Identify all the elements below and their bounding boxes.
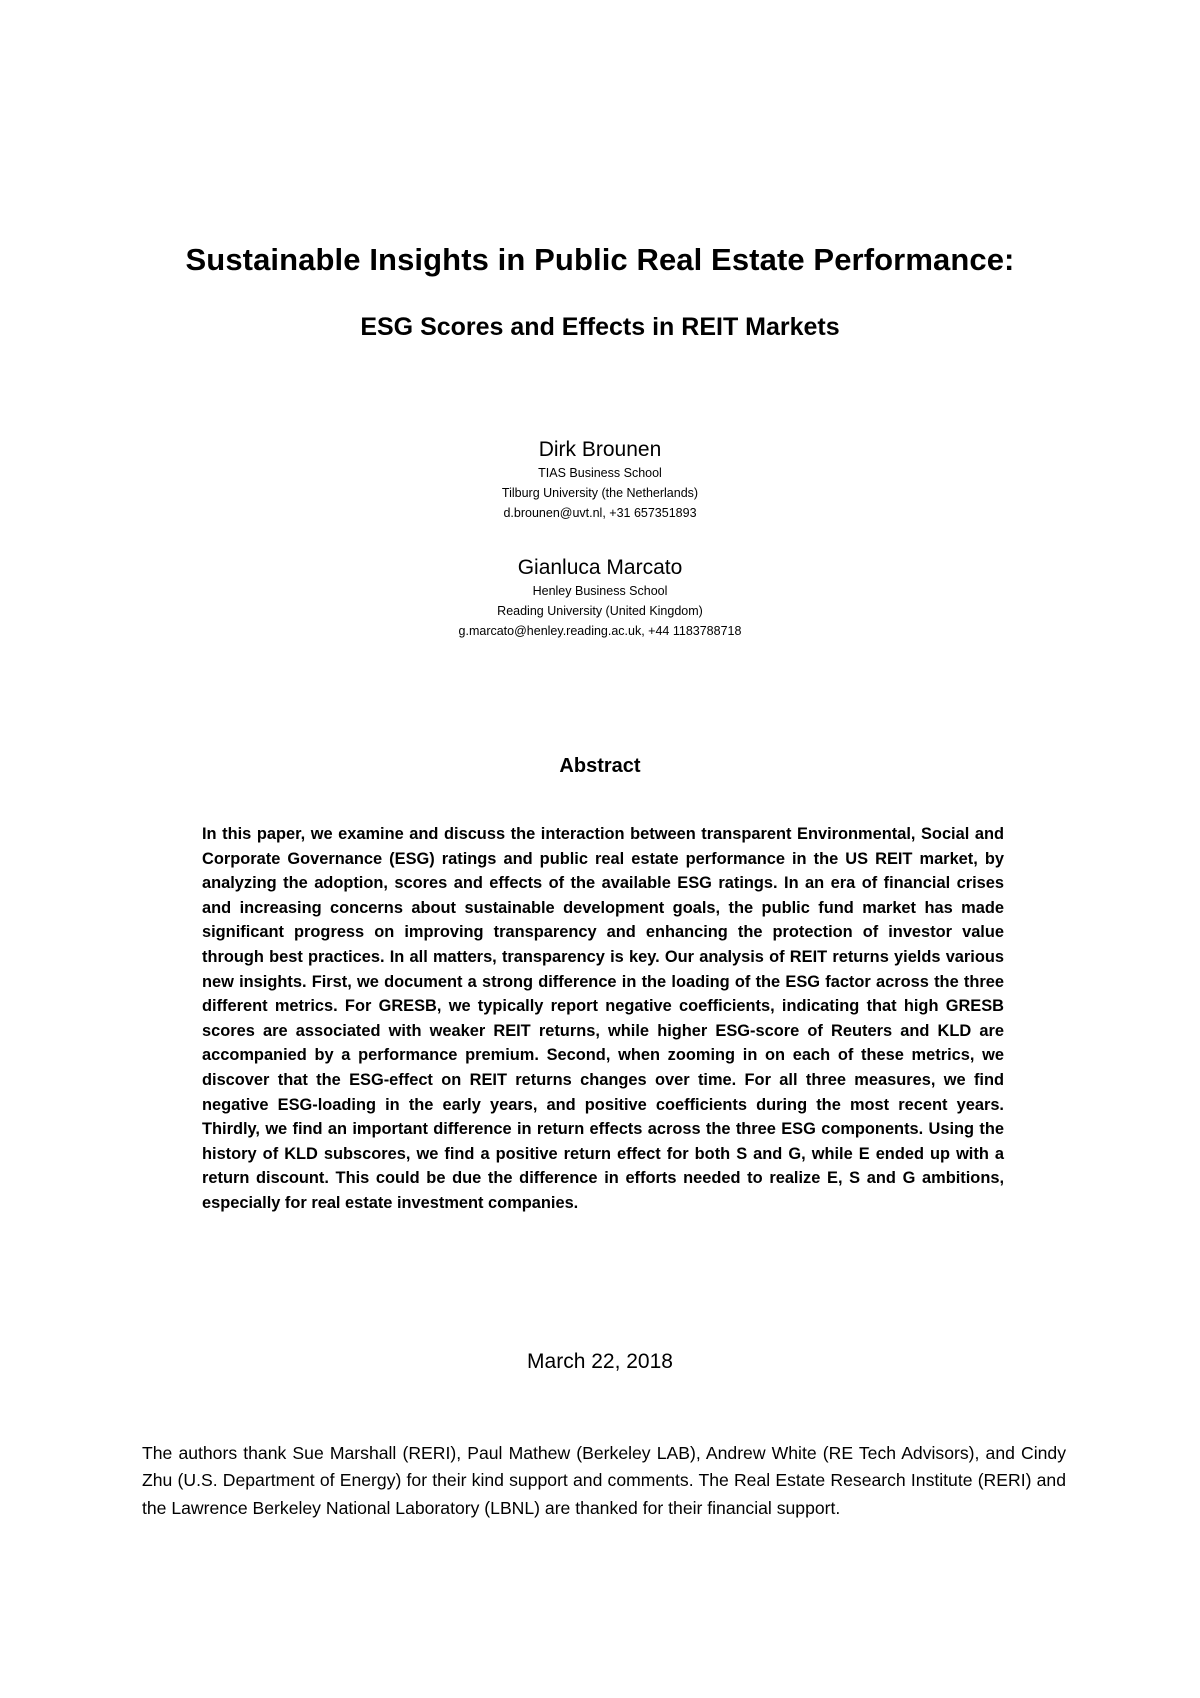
author-affiliation: TIAS Business School: [538, 466, 662, 480]
author-university: Reading University (United Kingdom): [497, 604, 703, 618]
acknowledgement-text: The authors thank Sue Marshall (RERI), Paul Mathew (Berkeley LAB), Andrew White (RE Tech Advisors), and Cindy Zhu (U.S. Department of Energy) for their kind support and comments. The Real Estate Research Institute (RERI) and the Lawrence Berkeley National Laboratory (LBNL) are thanked for their financial support.: [142, 1443, 1066, 1518]
author-block: [0, 437, 1200, 523]
author-contact: d.brounen@uvt.nl, +31 657351893: [503, 506, 697, 520]
author-name: Dirk Brounen: [538, 438, 662, 461]
author-name: Gianluca Marcato: [517, 556, 683, 579]
abstract-text: In this paper, we examine and discuss the interaction between transparent Environmental, Social and Corporate Governance (ESG) ratings and public real estate performance in the US REIT market, by analyzing the adoption, scores and effects of the available ESG ratings. In an era of financial crises and increasing concerns about sustainable development goals, the public fund market has made significant progress on improving transparency and enhancing the protection of investor value through best practices. In all matters, transparency is key. Our analysis of REIT returns yields various new insights. First, we document a strong difference in the loading of the ESG factor across the three different metrics. For GRESB, we typically report negative coefficients, indicating that high GRESB scores are associated with weaker REIT returns, while higher ESG-score of Reuters and KLD are accompanied by a performance premium. Second, when zooming in on each of these metrics, we discover that the ESG-effect on REIT returns changes over time. For all three measures, we find negative ESG-loading in the early years, and positive coefficients during the most recent years. Thirdly, we find an important difference in return effects across the three ESG components. Using the history of KLD subscores, we find a positive return effect for both S and G, while E ended up with a return discount. This could be due the difference in efforts needed to realize E, S and G ambitions, especially for real estate investment companies.: [202, 825, 1004, 1212]
author-contact: g.marcato@henley.reading.ac.uk, +44 1183788718: [458, 624, 742, 638]
author-block: [0, 555, 1200, 641]
paper-subtitle: ESG Scores and Effects in REIT Markets: [360, 313, 840, 341]
abstract-heading: Abstract: [559, 755, 641, 777]
author-affiliation: Henley Business School: [532, 584, 668, 598]
author-university: Tilburg University (the Netherlands): [501, 486, 699, 500]
paper-date: March 22, 2018: [527, 1350, 673, 1373]
paper-title: Sustainable Insights in Public Real Estate Performance:: [185, 242, 1015, 277]
